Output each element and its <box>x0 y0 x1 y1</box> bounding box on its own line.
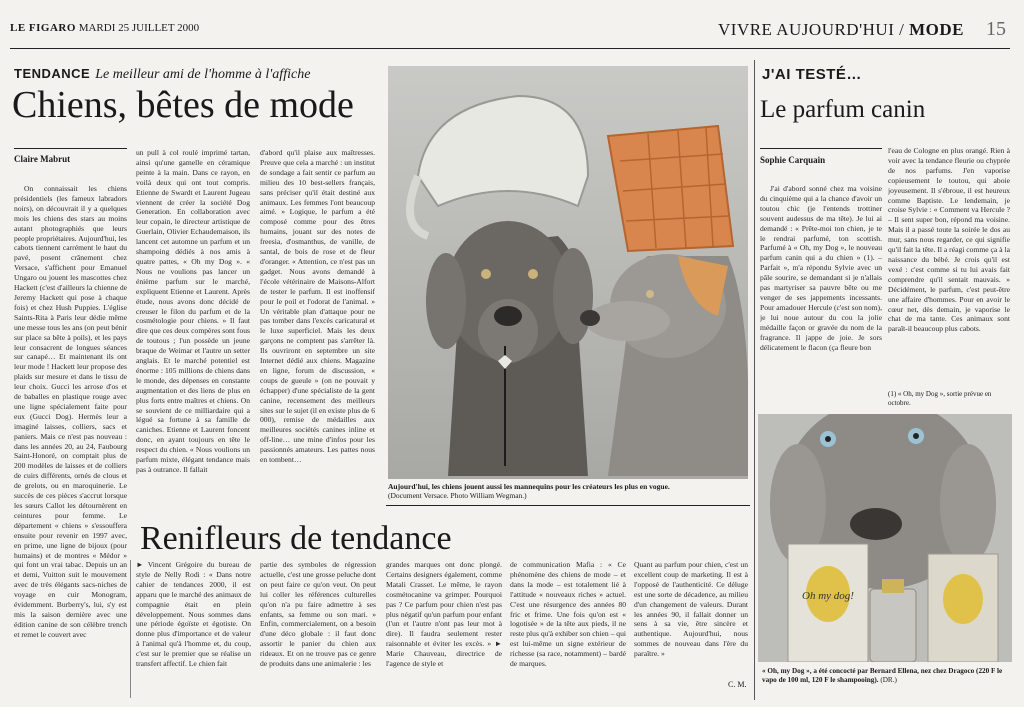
photo-caption <box>388 482 748 500</box>
newspaper-name: LE FIGARO <box>10 22 76 34</box>
sidebar-byline: Sophie Carquain <box>760 155 826 165</box>
dogs-photo <box>388 66 748 479</box>
section-header <box>718 20 964 40</box>
secondary-column-4 <box>510 560 626 700</box>
column-text: ► Vincent Grégoire du bureau de style de Nelly Rodi : « Dans notre cahier de tendances 2000, il est apparu que le marché des animaux de compagnie était en plein développement. Nous sommes dans une période égoïste et égotiste. On donne plus d'importance et de valeur à l'animal qu'à l'homme et, du coup, c'est sur le premier que se réalise un transfert affectif. Le chien fait <box>136 560 251 669</box>
section-separator: / <box>894 20 910 39</box>
issue-date: MARDI 25 JUILLET 2000 <box>78 22 200 34</box>
photo-rule <box>386 505 750 506</box>
sidebar-footnote: (1) « Oh, my Dog », sortie prévue en octobre. <box>888 390 992 407</box>
secondary-column-5 <box>634 560 748 686</box>
article-column-2 <box>136 148 250 504</box>
sidebar-photo-credit: (DR.) <box>880 675 897 684</box>
sidebar-headline: Le parfum canin <box>760 96 926 123</box>
column-text: l'eau de Cologne en plus orangé. Rien à voir avec la tendance fleurie ou chyprée de nos parfums. J'en vaporise copieusement le toutou, qui aboie joyeusement. Il s'ébroue, il est heureux comme Baptiste. Le lendemain, je croise Sylvie : « Comment va Hercule ? – Il sent super bon, répond ma voisine. Mais il a passé toute la soirée le dos au mur, sans nous regarder, ce qui signifie qu'il fait la tête. Il a réagi comme ça à la naissance du bébé. Je crois qu'il est vexé : c'est comme si tu lui avais fait comprendre qu'il sentait mauvais. » Décidément, le parfum, c'est peut-être une affaire d'hommes. Pour en avoir le cœur net, dès demain, je vaporise le chat de ma tante. Ces animaux sont paraît-il beaucoup plus cabots. <box>888 146 1010 334</box>
masthead-left <box>10 22 199 34</box>
subsection-name: MODE <box>909 20 964 39</box>
perfume-photo <box>758 414 1012 662</box>
photo-caption-text: Aujourd'hui, les chiens jouent aussi les mannequins pour les créateurs les plus en vogue. <box>388 482 670 491</box>
article-byline: Claire Mabrut <box>14 154 71 164</box>
article-column-1 <box>14 184 127 698</box>
column-text: d'abord qu'il plaise aux maîtresses. Preuve que cela a marché : un institut de sondage a fait sentir ce parfum au milieu des 10 best-sellers français, sans préciser qu'il était destiné aux animaux. Les femmes l'ont beaucoup aimé. » Logique, le parfum a été composé comme pour des êtres humains, jouant sur des notes de freesia, d'osmanthus, de vanille, de santal, de bois de rose et de fleur d'oranger. « Attention, ce n'est pas un gadget. Nous avons demandé à l'école vétérinaire de Maisons-Alfort de tester le parfum. Il est inoffensif pour le poil et l'odorat de l'animal. » Un véritable plan d'attaque pour ne pas tomber dans l'excès caricatural et le luxe superficiel. Mais les deux garçons ne comptent pas s'arrêter là. Ils ouvriront en septembre un site Internet dédié aux chiens. Magazine en ligne, forum de discussion, « coups de gueule » (on ne pouvait y échapper) d'une spécialiste de la gent canine, recensement des meilleurs sites sur le sujet (il en existe plus de 6 000), remise de médailles aux meilleures sociétés canines inline et off-line… une mine d'infos pour les passionnés amateurs. Les pattes nous en tombent… <box>260 148 375 465</box>
sidebar-photo-caption <box>762 667 1014 684</box>
byline-rule <box>14 148 127 149</box>
sidebar-photo-caption-text: « Oh, my Dog », a été concocté par Bernard Ellena, nez chez Dragoco (220 F le vapo de 100 ml, 120 F le shampooing). <box>762 667 1003 684</box>
secondary-column-3 <box>386 560 502 700</box>
column-text: On connaissait les chiens présidentiels (les fameux labradors noirs), on découvrait il y a quelques mois les chiens des stars au moins autant photographiés que leurs people propriétaires. Aujourd'hui, les cabots tiennent carrément le haut du pavé, posent crânement chez Versace, s'affichent pour Emanuel Ungaro ou jouent les mascottes chez Hackett (c'est d'ailleurs la chienne de Jeremy Hackett qui pose à chaque fois) et chez Hush Puppies. L'église Saints-Rita à Paris leur dédie même une messe tous les ans (on peut bénir sur place sa bête à poils), et les pays leur consacrent de longues séances sur canapé… Et maintenant ils ont leur mode ! Hackett leur propose des plaids sur mesure et dans le tissu de leur choix. Gucci les arrose d'os et de baballes en plastique rouge avec une ligne spécialement faite pour eux (Gucci Dog). Hermès leur a imaginé laisses, colliers, sacs et paniers. Mais ce n'est pas nouveau : dans les années 20, au 24, Faubourg Saint-Honoré, on comptait plus de 200 modèles de laisses et de colliers de cuirs différents, ornés de clous et de grelots, ou en maroquinerie. Le succès de ces pièces s'accrut lorsque les sœurs Callot les détournèrent en ceintures pour femme. Le département « chiens » s'essouffera ensuite pour revenir en 1997 avec, en prime, une ligne de bijoux (pour humains) et de montres « Médor » qui font un vrai tabac. Depuis un an et demi, Vuitton suit le mouvement avec de très élégants sacs-niches de voyage en cuir Monogram, évidemment. Burberry's, lui, s'y est mis la saison dernière avec une édition canine de son célèbre trench et remet le couvert avec <box>14 184 127 639</box>
secondary-headline: Renifleurs de tendance <box>140 520 452 557</box>
column-text: Quant au parfum pour chien, c'est un excellent coup de marketing. Il est à l'opposé de l'authenticité. Ce déluge est une sorte de décadence, au milieu d'un changement de valeurs. Durant les années 90, il fallait donner un sens à sa vie, être sincère et authentique. Aujourd'hui, nous sommes de nouveau dans l'ère du paraître. » <box>634 560 748 659</box>
dogs-illustration <box>388 66 748 479</box>
column-text: partie des symboles de régression actuelle, c'est une grosse peluche dont on peut faire ce qu'on veut. On peut lui coller les références culturelles qu'on n'a pu faire admettre à ses enfants, sa femme ou son mari. » Enfin, commercialement, on a besoin d'une déco globale : il faut donc assortir le panier du chien aux rideaux. Et on ne trouve pas ce genre de produits dans une animalerie : les <box>260 560 376 669</box>
secondary-column-2 <box>260 560 376 700</box>
sidebar-column-2 <box>888 146 1010 386</box>
kicker-label: TENDANCE <box>14 66 91 81</box>
section-name: VIVRE AUJOURD'HUI <box>718 20 895 39</box>
column-text: un pull à col roulé imprimé tartan, ainsi qu'une gamelle en céramique peinte à la main. Dans ce rayon, en voilà deux qui ont tout compris. Etienne de Swardt et Laurent Jugeau viennent de créer la société Dog Generation. En collaboration avec leur copain, le directeur artistique de Guerlain, Olivier Echaudemaison, ils lancent cet automne un parfum et un shampoing dédiés à nos amis à quatre pattes, « Oh my Dog ». « Nous ne voulions pas lancer un énième parfum sur le marché, expliquent Etienne et Laurent. Après étude, nous avons donc décidé de creuser le filon du parfum et de la cosmétologie pour chiens. » Il faut dire que ces deux compères sont fous de toutous ; l'un possède un jeune braque de Weimar et l'autre un setter anglais. Et le marché potentiel est énorme : 105 millions de chiens dans le monde, des dépenses en constante augmentation et des liens de plus en plus forts entre maîtres et chiens. On se souvient de ce milliardaire qui a légué sa fortune à sa famille de caniches. Etienne et Laurent foncent donc, en ayant toujours en tête le respect du chien. « Nous voulions un parfum mixte, élégant tendance mais pas à outrance. Il fallait <box>136 148 250 474</box>
photo-credit: (Document Versace. Photo William Wegman.) <box>388 491 527 500</box>
page-number: 15 <box>986 18 1006 40</box>
column-text: de communication Mafia : « Ce phénomène des chiens de mode – et dans la mode – est totalement lié à l'attitude « nouveaux riches » actuel. C'est une résurgence des années 80 fric et frime. Une fois qu'on est « logotisée » de la tête aux pieds, il ne reste plus qu'à exhiber son chien – qui est lui-même un signe extérieur de richesse (sa race, notamment) – bardé de marques. <box>510 560 626 669</box>
article-kicker <box>14 66 310 83</box>
article-headline: Chiens, bêtes de mode <box>12 84 354 126</box>
column-divider <box>130 560 131 698</box>
kicker-subtitle: Le meilleur ami de l'homme à l'affiche <box>95 67 311 82</box>
sidebar-rule <box>760 148 882 149</box>
product-label: Oh my dog! <box>802 590 854 602</box>
article-column-3 <box>260 148 375 504</box>
perfume-illustration <box>758 414 1012 662</box>
sidebar-divider <box>754 60 755 700</box>
secondary-column-1 <box>136 560 251 700</box>
column-text: J'ai d'abord sonné chez ma voisine du cinquième qui a la chance d'avoir un toutou chic (je l'entends trottiner souvent audessus de ma tête). Je lui ai demandé : « Prête-moi ton chien, je te le rendrai parfumé, ton scottish. Parfumé à « Oh, my Dog », le nouveau parfum canin qui a du chien » (1). – Parfait », m'a répondu Sylvie avec un pâle sourire, se demandant si je n'allais pas martyriser sa pauvre bête ou me venger de ses jappements incessants. Pour amadouer Hercule (c'est son nom), je lui noue autour du cou la jolie médaille façon or gravée du nom de la fragrance. Il jappe de joie. Je sors délicatement le flacon (ça fleure bon <box>760 184 882 352</box>
secondary-signature: C. M. <box>728 680 747 689</box>
sidebar-title: J'AI TESTÉ… <box>762 66 862 83</box>
sidebar-column-1 <box>760 184 882 412</box>
masthead-rule <box>10 48 1010 49</box>
column-text: grandes marques ont donc plongé. Certains designers également, comme Matali Crasset. Le même, le rayon cosmétocanine va grimper. Pourquoi pas ? Ce parfum pour chien n'est pas plus négatif qu'un parfum pour enfant (l'un et l'autre n'ont pas leur mot à dire). Il faudra seulement rester raisonnable et éviter les excès. » ► Marie Chauveau, directrice de l'agence de style et <box>386 560 502 669</box>
